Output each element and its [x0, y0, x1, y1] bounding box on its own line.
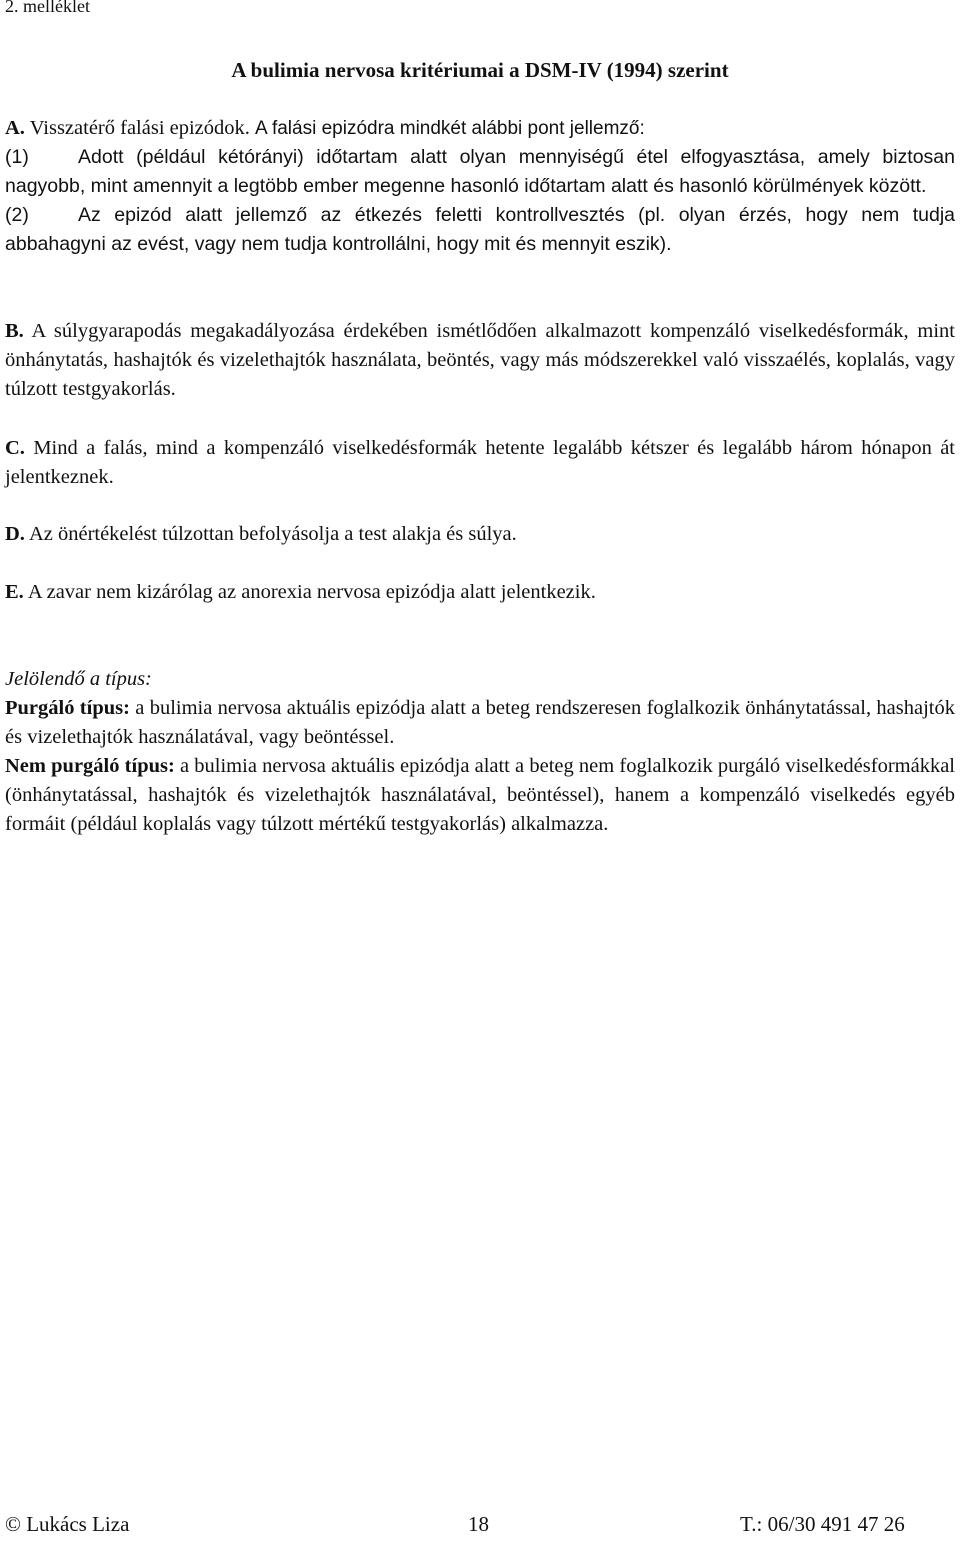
- criterion-a-item-2: [5, 201, 955, 259]
- nonpurging-type: [5, 752, 955, 839]
- purging-type-text: a bulimia nervosa aktuális epizódja alatt a beteg rendszeresen foglalkozik önhánytatással, hashajtók és vizelethajtók használatával, vagy beöntéssel.: [5, 697, 955, 748]
- criterion-c-marker: C.: [5, 437, 25, 459]
- footer-page-number: 18: [468, 1512, 489, 1536]
- criterion-a-marker: A.: [5, 117, 25, 139]
- criterion-a-intro: [5, 114, 955, 143]
- criterion-d-marker: D.: [5, 523, 25, 545]
- page-footer: [0, 1512, 960, 1542]
- nonpurging-type-text: a bulimia nervosa aktuális epizódja alatt a beteg nem foglalkozik purgáló viselkedésformákkal (önhánytatással, hashajtók és vizelethajtók használatával, beöntéssel), hanem a kompenzáló viselkedés egyéb formáit (például koplalás vagy túlzott mértékű testgyakorlás) alkalmazza.: [5, 755, 955, 835]
- purging-type: [5, 694, 955, 752]
- footer-author: © Lukács Liza: [5, 1512, 130, 1536]
- criterion-d: [5, 520, 955, 549]
- document-title: A bulimia nervosa kritériumai a DSM-IV (1994) szerint: [231, 58, 729, 82]
- footer-phone: T.: 06/30 491 47 26: [740, 1512, 905, 1536]
- item-1-number: (1): [5, 146, 29, 168]
- criterion-e-marker: E.: [5, 581, 24, 603]
- criterion-b-body: A súlygyarapodás megakadályozása érdekében ismétlődően alkalmazott kompenzáló viselkedésformák, mint önhánytatás, hashajtók és vizelethajtók használata, beöntés, vagy más módszerekkel való visszaélés, koplalás, vagy túlzott testgyakorlás.: [5, 320, 955, 400]
- appendix-label: 2. melléklet: [5, 0, 90, 16]
- criterion-d-text: [5, 520, 955, 549]
- criterion-a-intro-sans: A falási epizódra mindkét alábbi pont jellemző:: [255, 118, 645, 139]
- criterion-e-body: A zavar nem kizárólag az anorexia nervosa epizódja alatt jelentkezik.: [27, 581, 596, 603]
- criterion-b: [5, 317, 955, 404]
- criterion-b-text: [5, 317, 955, 404]
- purging-type-label: Purgáló típus:: [5, 697, 130, 719]
- criterion-b-marker: B.: [5, 320, 24, 342]
- criterion-a-intro-text: Visszatérő falási epizódok.: [29, 117, 250, 139]
- criterion-d-body: Az önértékelést túlzottan befolyásolja a test alakja és súlya.: [28, 523, 517, 545]
- item-1-text: Adott (például kétórányi) időtartam alatt olyan mennyiségű étel elfogyasztása, amely biztosan nagyobb, mint amennyit a legtöbb ember megenne hasonló időtartam alatt és hasonló körülmények között.: [5, 146, 955, 197]
- criterion-c: [5, 434, 955, 492]
- criterion-c-body: Mind a falás, mind a kompenzáló viselkedésformák hetente legalább kétszer és legalább három hónapon át jelentkeznek.: [5, 437, 955, 488]
- subtypes-heading: Jelölendő a típus:: [5, 668, 152, 690]
- criterion-e-text: [5, 578, 955, 607]
- criterion-e: [5, 578, 955, 607]
- criterion-c-text: [5, 434, 955, 492]
- criterion-a-item-1: [5, 143, 955, 201]
- item-2-text: Az epizód alatt jellemző az étkezés feletti kontrollvesztés (pl. olyan érzés, hogy nem tudja abbahagyni az evést, vagy nem tudja kontrollálni, hogy mit és mennyit eszik).: [5, 204, 955, 255]
- criterion-a: [5, 114, 955, 259]
- item-2-number: (2): [5, 204, 29, 226]
- nonpurging-type-label: Nem purgáló típus:: [5, 755, 175, 777]
- subtypes-section: [5, 665, 955, 839]
